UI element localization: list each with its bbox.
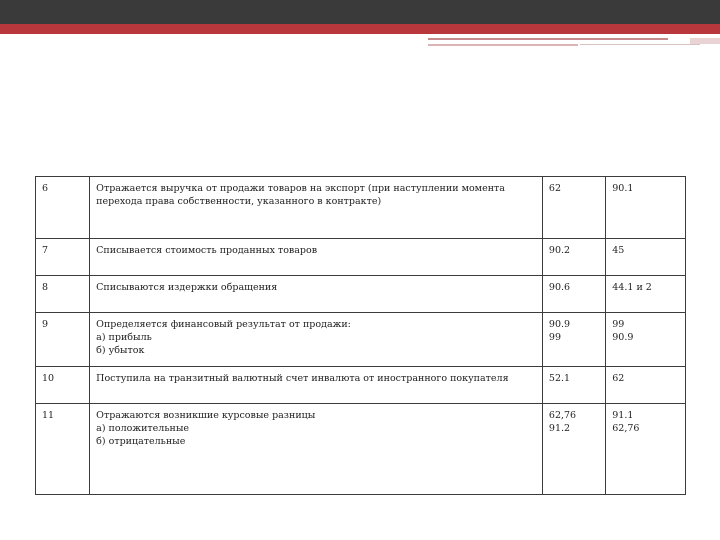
debit-account: 90.2 [542,239,605,276]
table-row [36,276,686,313]
table-row [36,177,686,239]
debit-account: 90.6 [542,276,605,313]
operation-description: Отражается выручка от продажи товаров на экспорт (при наступлении момента перехода права собственности, указанного в контракте) [90,177,543,239]
accounting-entries-table [35,176,686,495]
table-row [36,404,686,495]
operation-description: Отражаются возникшие курсовые разницы а) положительные б) отрицательные [90,404,543,495]
table-row [36,367,686,404]
credit-account: 62 [606,367,686,404]
operation-description: Поступила на транзитный валютный счет инвалюта от иностранного покупателя [90,367,543,404]
row-number: 9 [36,313,90,367]
operation-description: Определяется финансовый результат от продажи: а) прибыль б) убыток [90,313,543,367]
credit-account: 91.1 62,76 [606,404,686,495]
debit-account: 90.9 99 [542,313,605,367]
row-number: 6 [36,177,90,239]
decor-line [580,44,700,45]
debit-account: 62,76 91.2 [542,404,605,495]
operation-description: Списывается стоимость проданных товаров [90,239,543,276]
decor-line [690,38,720,44]
row-number: 8 [36,276,90,313]
debit-account: 52.1 [542,367,605,404]
table-row [36,239,686,276]
credit-account: 44.1 и 2 [606,276,686,313]
table-row [36,313,686,367]
credit-account: 99 90.9 [606,313,686,367]
credit-account: 90.1 [606,177,686,239]
decor-line [428,44,578,46]
decor-line [428,38,668,40]
top-dark-band [0,0,720,24]
credit-account: 45 [606,239,686,276]
row-number: 11 [36,404,90,495]
top-red-band [0,24,720,34]
operation-description: Списываются издержки обращения [90,276,543,313]
row-number: 10 [36,367,90,404]
debit-account: 62 [542,177,605,239]
row-number: 7 [36,239,90,276]
